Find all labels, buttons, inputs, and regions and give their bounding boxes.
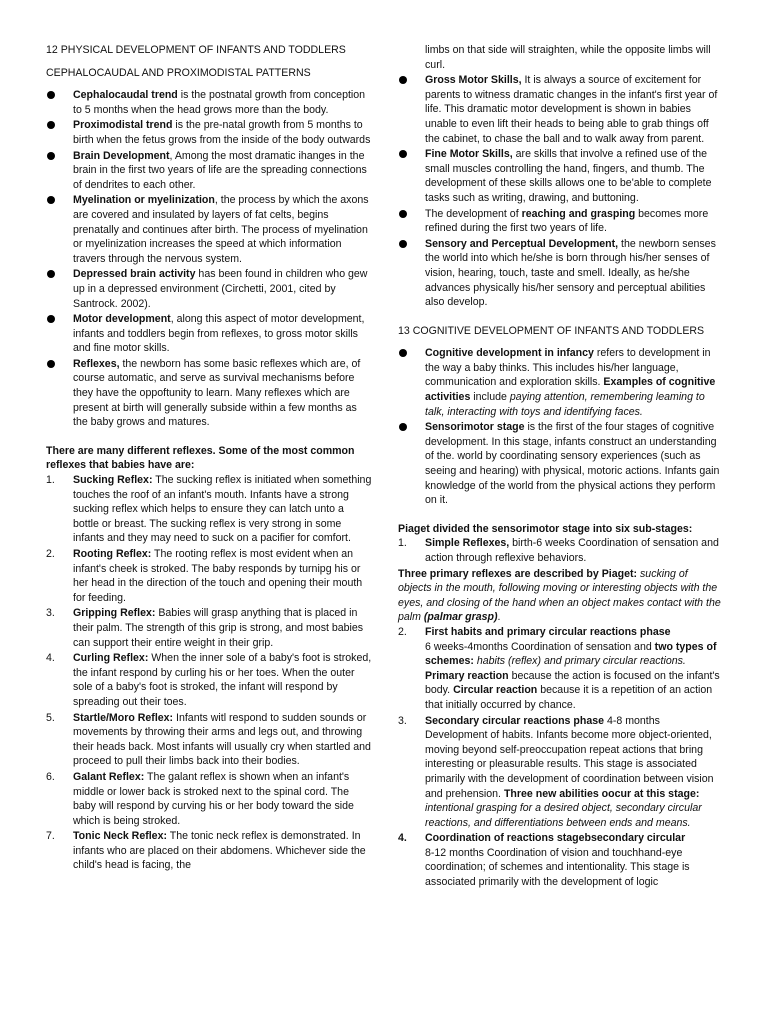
section-12-subtitle: CEPHALOCAUDAL AND PROXIMODISTAL PATTERNS xyxy=(46,66,311,79)
list-item: 2. First habits and primary circular reactions phase 6 weeks-4months Coordination of sensation and two types of schemes: habits (reflex) and primary circular reactions. Primary reaction because the action is focused on the infant's body. Circular reaction because it is a repetition of an action that initially occurred by chance. xyxy=(398,625,720,711)
list-item: Brain Development, Among the most dramatic ihanges in the brain in the first two years of life are the spreading connections of dendrites to each other. xyxy=(46,149,372,193)
list-item: Sensory and Perceptual Development, the newborn senses the world into which he/she is born through his/her senses of vision, hearing, touch, taste and smell. Ideally, as he/she advances physically his/her sensory and perceptual abilities also develop. xyxy=(398,237,722,310)
list-item: 4. Curling Reflex: When the inner sole of a baby's foot is stroked, the infant respond by curling his or her toes. When the outer sole of a baby's foot is stroked, the infant will respond by spreading out their toes. xyxy=(46,652,372,708)
three-primary-reflexes: Three primary reflexes are described by Piaget: sucking of objects in the mouth, following moving or interesting objects with the eyes, and closing of the hand when an object makes contact with the palm (palmar grasp). xyxy=(398,567,721,624)
list-item: 1. Sucking Reflex: The sucking reflex is initiated when something touches the roof of an infant's mouth. Infants have a strong sucking reflex which helps to ensure they can latch unto a bottle or breast. The sucking reflex is very strong in some infants and they may need to suck on a pacifier for comfort. xyxy=(46,474,372,545)
list-item: 3. Gripping Reflex: Babies will grasp anything that is placed in their palm. The strength of this grip is strong, and most babies can support their entire weight in their grip. xyxy=(46,607,364,649)
list-item: Cephalocaudal trend is the postnatal growth from conception to 5 months when the head grows more than the body. xyxy=(46,88,372,117)
piaget-intro: Piaget divided the sensorimotor stage into six sub-stages: xyxy=(398,522,693,535)
right-column xyxy=(398,0,722,891)
list-item: Sensorimotor stage is the first of the four stages of cognitive development. In this stage, infants construct an understanding of the. world by coordinating sensory experiences (such as seeing and hearing) with physical, motoric actions. Infants gain knowledge of the world from the physical actions they perform on it. xyxy=(398,420,722,508)
list-item: Motor development, along this aspect of motor development, infants and toddlers begin from reflexes, to gross motor skills and fine motor skills. xyxy=(46,312,372,356)
reflexes-intro: There are many different reflexes. Some of the most common reflexes that babies have are: xyxy=(46,444,355,472)
list-item: 6. Galant Reflex: The galant reflex is shown when an infant's middle or lower back is stroked next to the spinal cord. The baby will respond by curving his or her body toward the side which is being stroked. xyxy=(46,770,354,827)
section-12-title: 12 PHYSICAL DEVELOPMENT OF INFANTS AND TODDLERS xyxy=(46,44,346,56)
section-13-title: 13 COGNITIVE DEVELOPMENT OF INFANTS AND TODDLERS xyxy=(398,324,705,337)
list-item: Cognitive development in infancy refers to development in the way a baby thinks. This includes his/her language, communication and exploration skills. Examples of cognitive activities include paying attention, remembering leaming to talk, interacting with toys and identifying faces. xyxy=(398,346,722,419)
list-item: Reflexes, the newborn has some basic reflexes which are, of course automatic, and serve as survival mechanisms before they have the oppoftunity to learn. Many reflexes which are present at birth will generally subside within a few months as the baby grows and matures. xyxy=(46,357,372,430)
list-item: Depressed brain activity has been found in children who gew up in a depressed environment (Circhetti, 2001, cited by Santrock. 2002). xyxy=(46,267,372,311)
list-item: 1. Simple Reflexes, birth-6 weeks Coordination of sensation and action through reflexive behaviors. xyxy=(398,537,719,564)
physical-development-bullets xyxy=(46,88,372,430)
list-item: Gross Motor Skills, It is always a source of excitement for parents to witness dramatic changes in the infant's first year of life. This dramatic motor development is shown in babies unable to even lift their heads to being able to grab things off the cabinet, to chase the ball and to walk away from parent. xyxy=(398,73,722,146)
tonic-neck-continued: limbs on that side will straighten, while the opposite limbs will curl. xyxy=(425,44,711,71)
cognitive-bullets xyxy=(398,346,722,508)
sensorimotor-stages-continued xyxy=(398,625,722,890)
list-item: 7. Tonic Neck Reflex: The tonic neck reflex is demonstrated. In infants who are placed on their abdomens. Whichever side the child's head is facing, the xyxy=(46,830,366,872)
reflexes-list xyxy=(46,473,372,873)
list-item: 2. Rooting Reflex: The rooting reflex is most evident when an infant's cheek is stroked. The baby responds by turnipg his or her head in the direction of the touch and opening their mouth for feeding. xyxy=(46,548,363,604)
sensorimotor-stages xyxy=(398,536,722,565)
list-item: Proximodistal trend is the pre-natal growth from 5 months to birth when the fetus grows from the inside of the body outwards xyxy=(46,118,372,147)
list-item: 3. Secondary circular reactions phase 4-8 months Development of habits. Infants become more object-oriented, moving beyond self-preoccupation repeat actions that bring interesting or pleasurable results. This stage is associated primarily with the development of coordination between vision and prehension. Three new abilities oocur at this stage: intentional grasping for a desired object, secondary circular reactions, and differentiations between ends and means. xyxy=(398,714,714,829)
list-item: Fine Motor Skills, are skills that involve a refined use of the small muscles controlling the hand, fingers, and thumb. The development of these skills allows one to be'able to complete tasks such as writing, drawing, and buttoning. xyxy=(398,147,722,205)
list-item: The development of reaching and grasping becomes more refined during the first two years of life. xyxy=(398,207,722,236)
list-item: 4. Coordination of reactions stagebsecondary circular 8-12 months Coordination of vision and touchhand-eye coordination; of schemes and intentionality. This stage is associated primarily with the development of logic xyxy=(398,832,690,889)
motor-skills-bullets xyxy=(398,73,722,310)
list-item: 5. Startle/Moro Reflex: Infants witl respond to sudden sounds or movements by throwing their arms and legs out, and throwing their heads back. Most infants will usually cry when startled and proceed to pull their limbs back into their bodies. xyxy=(46,711,371,768)
list-item: Myelination or myelinization, the process by which the axons are covered and insulated by layers of fat celts, begins prenatally and continues after birth. The process of myelination or myelinization increases the speed at which information travers through the nervous system. xyxy=(46,193,372,266)
left-column xyxy=(46,0,372,874)
